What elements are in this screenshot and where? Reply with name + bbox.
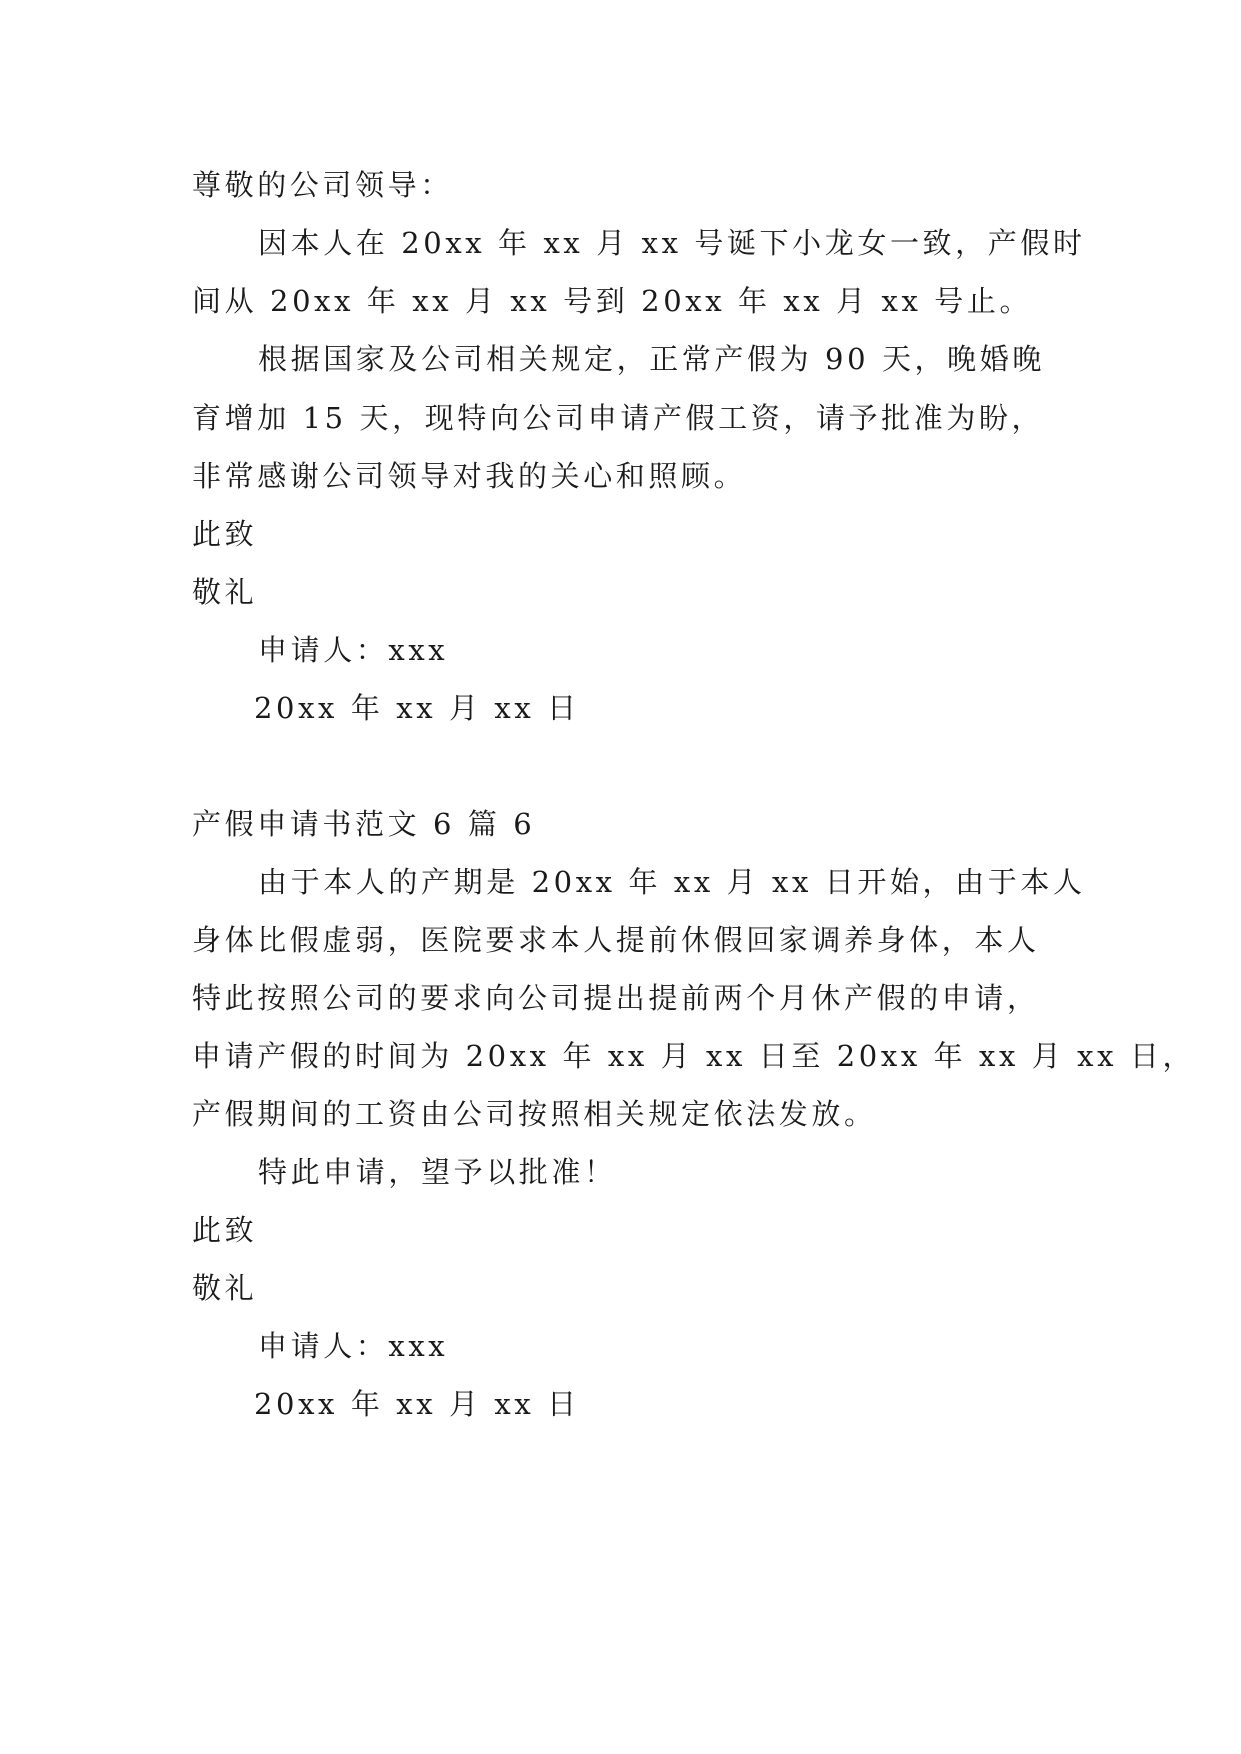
paragraph-line: 育增加 15 天，现特向公司申请产假工资，请予批准为盼， [192, 401, 1045, 435]
closing-line: 敬礼 [192, 1271, 258, 1305]
paragraph-line: 因本人在 20xx 年 xx 月 xx 号诞下小龙女一致，产假时 [258, 226, 1086, 260]
applicant-line: 申请人：xxx [258, 1329, 449, 1363]
paragraph-line: 特此按照公司的要求向公司提出提前两个月休产假的申请， [192, 981, 1040, 1015]
closing-line: 此致 [192, 1213, 258, 1247]
date-line: 20xx 年 xx 月 xx 日 [254, 691, 580, 725]
date-line: 20xx 年 xx 月 xx 日 [254, 1387, 580, 1421]
paragraph-line: 间从 20xx 年 xx 月 xx 号到 20xx 年 xx 月 xx 号止。 [192, 284, 1033, 318]
paragraph-line: 由于本人的产期是 20xx 年 xx 月 xx 日开始，由于本人 [258, 865, 1086, 899]
paragraph-line: 特此申请，望予以批准！ [258, 1155, 617, 1189]
salutation: 尊敬的公司领导： [192, 168, 453, 202]
paragraph-line: 申请产假的时间为 20xx 年 xx 月 xx 日至 20xx 年 xx 月 xx 日， [192, 1039, 1196, 1073]
applicant-line: 申请人：xxx [258, 633, 449, 667]
section-heading: 产假申请书范文 6 篇 6 [192, 807, 536, 841]
paragraph-line: 产假期间的工资由公司按照相关规定依法发放。 [192, 1097, 877, 1131]
paragraph-line: 非常感谢公司领导对我的关心和照顾。 [192, 459, 747, 493]
paragraph-line: 身体比假虚弱，医院要求本人提前休假回家调养身体，本人 [192, 923, 1040, 957]
closing-line: 敬礼 [192, 575, 258, 609]
closing-line: 此致 [192, 517, 258, 551]
paragraph-line: 根据国家及公司相关规定，正常产假为 90 天，晚婚晚 [258, 342, 1045, 376]
